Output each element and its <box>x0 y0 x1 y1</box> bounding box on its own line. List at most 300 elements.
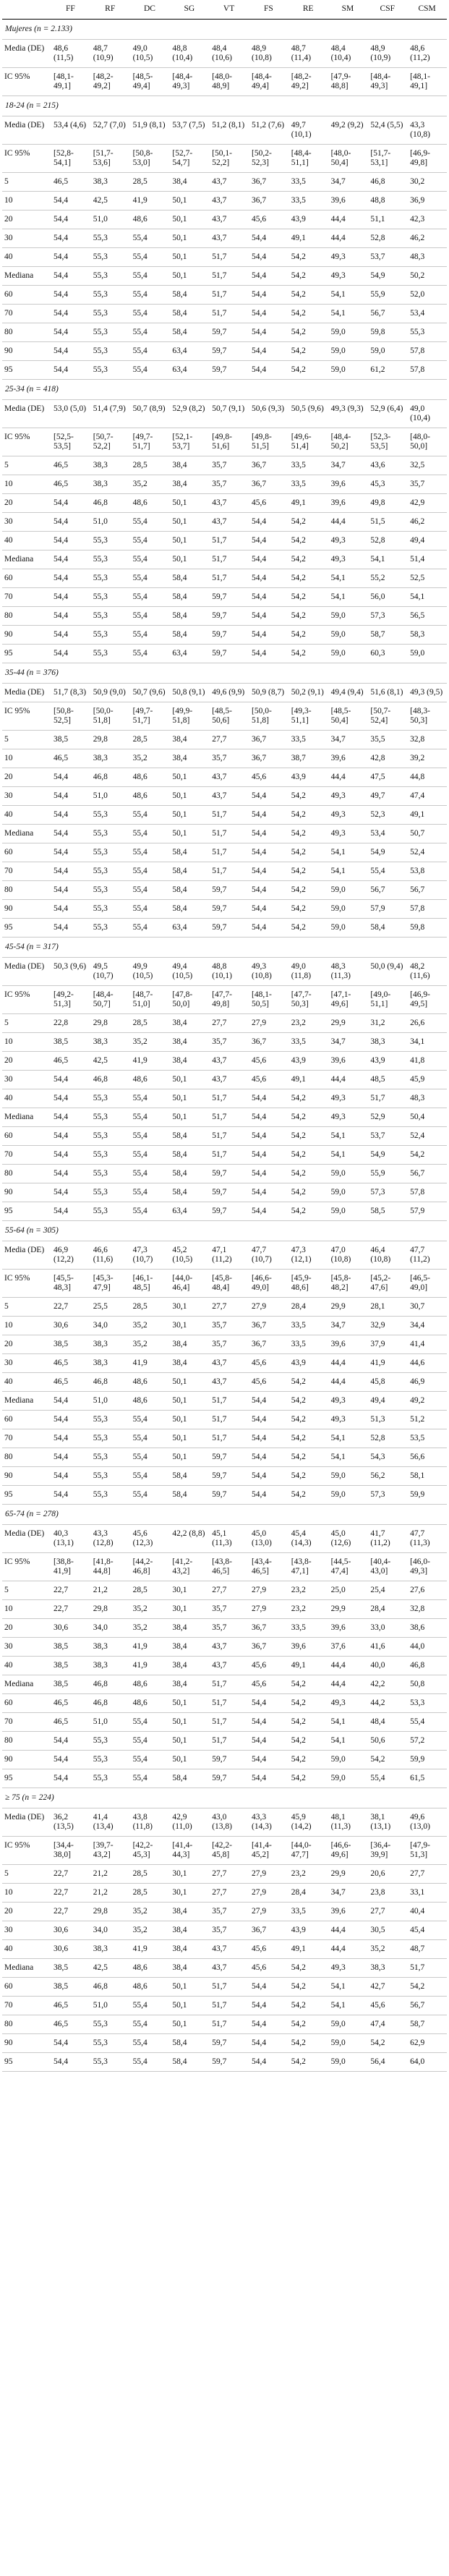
table-cell: 54,2 <box>288 1486 328 1505</box>
table-row <box>2 1033 447 1052</box>
table-cell: 52,3 <box>367 806 407 825</box>
table-cell: 27,9 <box>249 1884 288 1903</box>
table-cell: 54,4 <box>249 551 288 569</box>
table-cell: 33,5 <box>288 475 328 494</box>
table-cell: 43,7 <box>209 1959 249 1978</box>
table-cell: 54,2 <box>367 1751 407 1769</box>
table-cell: [45,8-48,2] <box>328 1270 368 1298</box>
table-cell: 43,9 <box>288 1921 328 1940</box>
table-cell: 59,7 <box>209 1165 249 1183</box>
table-row <box>2 1940 447 1959</box>
table-cell: 50,1 <box>169 248 209 267</box>
table-cell: 35,7 <box>209 1619 249 1638</box>
table-cell: 54,4 <box>249 626 288 645</box>
table-cell: [43,8-47,1] <box>288 1553 328 1581</box>
table-cell: 55,4 <box>407 1713 447 1732</box>
table-cell: 22,7 <box>51 1903 90 1921</box>
table-cell: 45,8 <box>367 1373 407 1392</box>
table-row <box>2 248 447 267</box>
table-cell: [52,1-53,7] <box>169 428 209 456</box>
table-cell: 54,4 <box>249 513 288 532</box>
table-cell: 28,4 <box>288 1884 328 1903</box>
table-cell: 46,2 <box>407 513 447 532</box>
table-cell: 49,4 <box>367 1392 407 1411</box>
table-cell: 29,9 <box>328 1600 368 1619</box>
table-cell: 49,3 <box>328 806 368 825</box>
table-cell: 54,4 <box>249 1751 288 1769</box>
table-cell: 51,7 <box>209 1089 249 1108</box>
table-cell: 55,9 <box>367 286 407 305</box>
table-cell: 38,3 <box>90 475 130 494</box>
row-label: 5 <box>2 731 51 749</box>
table-cell: 51,7 <box>209 825 249 843</box>
table-cell: 54,2 <box>288 1694 328 1713</box>
table-cell: [41,8-44,8] <box>90 1553 130 1581</box>
table-cell: 59,0 <box>328 881 368 900</box>
table-cell: 32,5 <box>407 456 447 475</box>
table-cell: 38,4 <box>169 1903 209 1921</box>
table-cell: 59,0 <box>328 1183 368 1202</box>
table-cell: 51,7 <box>209 1978 249 1997</box>
table-cell: 51,0 <box>90 211 130 229</box>
table-cell: 54,4 <box>51 229 90 248</box>
table-cell: 54,2 <box>288 1165 328 1183</box>
table-cell: 52,4 <box>407 843 447 862</box>
table-cell: 33,5 <box>288 173 328 192</box>
table-cell: 43,9 <box>288 211 328 229</box>
table-cell: 58,4 <box>169 569 209 588</box>
table-cell: [48,4-49,3] <box>169 68 209 96</box>
header-cell: FS <box>249 1 288 20</box>
table-row <box>2 1298 447 1317</box>
row-label: 40 <box>2 532 51 551</box>
table-cell: 45,1 (11,3) <box>209 1525 249 1553</box>
row-label: 10 <box>2 192 51 211</box>
table-cell: 36,7 <box>249 749 288 768</box>
table-cell: 38,3 <box>90 1940 130 1959</box>
table-cell: 62,9 <box>407 2034 447 2053</box>
table-cell: 54,4 <box>51 1108 90 1127</box>
table-cell: 55,4 <box>130 1108 170 1127</box>
table-cell: 54,1 <box>328 843 368 862</box>
table-cell: 55,3 <box>90 862 130 881</box>
table-cell: 45,6 <box>249 1959 288 1978</box>
table-cell: [48,4-49,4] <box>249 68 288 96</box>
table-cell: 51,7 <box>209 1713 249 1732</box>
table-cell: 36,7 <box>249 192 288 211</box>
table-cell: 54,4 <box>249 1411 288 1429</box>
table-cell: 39,6 <box>328 494 368 513</box>
row-label: IC 95% <box>2 1837 51 1865</box>
table-row <box>2 588 447 607</box>
table-cell: 49,1 <box>407 806 447 825</box>
table-cell: 44,2 <box>367 1694 407 1713</box>
table-cell: 54,4 <box>51 825 90 843</box>
table-cell: 38,3 <box>367 1033 407 1052</box>
table-cell: 51,6 (8,1) <box>367 684 407 702</box>
table-cell: 34,0 <box>90 1317 130 1335</box>
table-cell: [34,4-38,0] <box>51 1837 90 1865</box>
table-cell: 39,6 <box>328 749 368 768</box>
table-cell: 42,2 (8,8) <box>169 1525 209 1553</box>
table-cell: 45,6 <box>249 211 288 229</box>
table-cell: 44,4 <box>328 1071 368 1089</box>
row-label: Media (DE) <box>2 1808 51 1837</box>
table-row <box>2 428 447 456</box>
table-cell: 49,4 (9,4) <box>328 684 368 702</box>
row-label: 20 <box>2 768 51 787</box>
table-cell: 55,3 <box>90 626 130 645</box>
table-row <box>2 1373 447 1392</box>
table-cell: 54,2 <box>288 323 328 342</box>
table-cell: 46,2 <box>407 229 447 248</box>
table-cell: 51,7 <box>209 806 249 825</box>
row-label: 95 <box>2 645 51 663</box>
table-cell: 46,8 <box>90 1373 130 1392</box>
table-cell: 43,9 <box>288 1354 328 1373</box>
table-cell: 22,7 <box>51 1865 90 1884</box>
table-cell: 36,7 <box>249 731 288 749</box>
table-cell: 43,7 <box>209 211 249 229</box>
group-title: 65-74 (n = 278) <box>2 1505 447 1525</box>
row-label: 60 <box>2 843 51 862</box>
table-cell: 59,0 <box>328 361 368 380</box>
table-cell: 55,4 <box>130 2015 170 2034</box>
table-cell: 27,7 <box>209 1014 249 1033</box>
row-label: 95 <box>2 2053 51 2072</box>
table-cell: 44,6 <box>407 1354 447 1373</box>
table-row <box>2 1675 447 1694</box>
table-cell: 38,3 <box>90 1354 130 1373</box>
row-label: 60 <box>2 1127 51 1146</box>
table-cell: 52,8 <box>367 229 407 248</box>
table-cell: 55,3 <box>90 1429 130 1448</box>
table-cell: [49,9-51,8] <box>169 702 209 731</box>
table-cell: 54,4 <box>249 919 288 938</box>
table-cell: 59,7 <box>209 2034 249 2053</box>
row-label: 70 <box>2 1997 51 2015</box>
table-cell: 57,8 <box>407 342 447 361</box>
row-label: 90 <box>2 1751 51 1769</box>
table-row <box>2 456 447 475</box>
table-cell: 42,8 <box>367 749 407 768</box>
table-row <box>2 607 447 626</box>
table-cell: 58,4 <box>169 881 209 900</box>
table-cell: 55,4 <box>130 1183 170 1202</box>
table-cell: 64,0 <box>407 2053 447 2072</box>
table-cell: 48,6 <box>130 1392 170 1411</box>
table-cell: 54,4 <box>51 1751 90 1769</box>
table-cell: 58,5 <box>367 1202 407 1221</box>
table-cell: 46,5 <box>51 749 90 768</box>
table-cell: [50,7-52,4] <box>367 702 407 731</box>
row-label: Mediana <box>2 551 51 569</box>
table-cell: 46,9 (12,2) <box>51 1241 90 1270</box>
table-cell: 35,2 <box>130 1317 170 1335</box>
table-cell: 55,4 <box>367 1769 407 1788</box>
row-label: 5 <box>2 1014 51 1033</box>
table-cell: 48,8 (10,1) <box>209 958 249 986</box>
row-label: 60 <box>2 1978 51 1997</box>
table-cell: [49,8-51,6] <box>209 428 249 456</box>
table-cell: 50,1 <box>169 768 209 787</box>
table-cell: 49,2 <box>407 1392 447 1411</box>
row-label: 20 <box>2 1052 51 1071</box>
table-cell: 55,2 <box>367 569 407 588</box>
table-cell: 55,3 <box>90 2034 130 2053</box>
table-cell: 38,3 <box>90 1657 130 1675</box>
table-cell: 36,7 <box>249 173 288 192</box>
table-cell: 54,2 <box>288 919 328 938</box>
table-cell: 46,9 <box>407 1373 447 1392</box>
table-cell: 51,7 <box>209 862 249 881</box>
table-cell: 54,4 <box>51 569 90 588</box>
table-cell: 33,5 <box>288 1903 328 1921</box>
table-cell: 55,3 <box>90 919 130 938</box>
group-title-row <box>2 938 447 958</box>
table-cell: 50,7 <box>407 825 447 843</box>
table-cell: 49,3 <box>328 825 368 843</box>
table-cell: [49,7-51,7] <box>130 428 170 456</box>
table-cell: [39,7-43,2] <box>90 1837 130 1865</box>
table-cell: 50,1 <box>169 229 209 248</box>
table-row <box>2 323 447 342</box>
table-cell: [48,5-50,6] <box>209 702 249 731</box>
row-label: 80 <box>2 323 51 342</box>
table-cell: 28,5 <box>130 173 170 192</box>
table-cell: 44,4 <box>328 1921 368 1940</box>
table-cell: 43,7 <box>209 1638 249 1657</box>
row-label: Mediana <box>2 267 51 286</box>
row-label: 30 <box>2 513 51 532</box>
row-label: IC 95% <box>2 428 51 456</box>
table-cell: 55,4 <box>130 323 170 342</box>
table-cell: 59,7 <box>209 607 249 626</box>
table-cell: 54,2 <box>288 1732 328 1751</box>
table-cell: 51,7 (8,3) <box>51 684 90 702</box>
table-cell: 30,1 <box>169 1317 209 1335</box>
table-cell: 35,7 <box>209 1335 249 1354</box>
row-label: 5 <box>2 456 51 475</box>
table-cell: 50,6 (9,3) <box>249 400 288 428</box>
table-cell: 55,3 <box>90 286 130 305</box>
row-label: 60 <box>2 1694 51 1713</box>
table-cell: 50,1 <box>169 1448 209 1467</box>
table-cell: 32,8 <box>407 731 447 749</box>
table-cell: 63,4 <box>169 919 209 938</box>
table-cell: 38,5 <box>51 731 90 749</box>
table-cell: 32,9 <box>367 1317 407 1335</box>
table-cell: 43,0 (13,8) <box>209 1808 249 1837</box>
table-cell: 39,6 <box>288 1638 328 1657</box>
table-cell: 46,8 <box>90 768 130 787</box>
table-cell: [52,5-53,5] <box>51 428 90 456</box>
table-row <box>2 787 447 806</box>
table-cell: 59,0 <box>328 1165 368 1183</box>
row-label: Mediana <box>2 1959 51 1978</box>
table-cell: 49,3 (9,5) <box>407 684 447 702</box>
table-cell: 38,4 <box>169 731 209 749</box>
table-cell: 55,4 <box>130 1089 170 1108</box>
table-cell: 44,4 <box>328 513 368 532</box>
table-cell: 59,7 <box>209 588 249 607</box>
table-cell: 54,4 <box>51 787 90 806</box>
table-cell: 52,4 <box>407 1127 447 1146</box>
table-cell: 30,6 <box>51 1619 90 1638</box>
table-row <box>2 1317 447 1335</box>
table-row <box>2 551 447 569</box>
table-cell: 43,6 <box>367 456 407 475</box>
table-cell: 52,4 (5,5) <box>367 116 407 145</box>
table-cell: 35,2 <box>367 1940 407 1959</box>
table-cell: 43,7 <box>209 1052 249 1071</box>
table-cell: [45,5-48,3] <box>51 1270 90 1298</box>
table-cell: 28,4 <box>288 1298 328 1317</box>
table-row <box>2 1525 447 1553</box>
table-cell: 54,2 <box>407 1978 447 1997</box>
table-cell: [49,3-51,1] <box>288 702 328 731</box>
table-cell: 40,3 (13,1) <box>51 1525 90 1553</box>
table-cell: 55,3 <box>90 569 130 588</box>
table-cell: 54,2 <box>288 881 328 900</box>
table-cell: 50,0 (9,4) <box>367 958 407 986</box>
row-label: IC 95% <box>2 1270 51 1298</box>
table-cell: 33,5 <box>288 192 328 211</box>
table-cell: 52,9 (8,2) <box>169 400 209 428</box>
row-label: 10 <box>2 475 51 494</box>
table-cell: 54,2 <box>288 2053 328 2072</box>
table-cell: 32,8 <box>407 1600 447 1619</box>
table-cell: 54,4 <box>249 588 288 607</box>
table-cell: 54,2 <box>288 342 328 361</box>
table-cell: 41,4 <box>407 1335 447 1354</box>
table-cell: 51,7 <box>209 551 249 569</box>
table-cell: 54,4 <box>51 1448 90 1467</box>
table-cell: 52,9 <box>367 1108 407 1127</box>
table-cell: 54,4 <box>51 1411 90 1429</box>
table-cell: 55,3 <box>90 1486 130 1505</box>
table-cell: [44,2-46,8] <box>130 1553 170 1581</box>
table-cell: 54,4 <box>249 900 288 919</box>
table-cell: 36,7 <box>249 1033 288 1052</box>
header-row <box>2 1 447 20</box>
table-cell: 48,6 <box>130 1694 170 1713</box>
table-cell: 54,2 <box>288 825 328 843</box>
table-cell: 49,3 (9,3) <box>328 400 368 428</box>
table-cell: [50,8-52,5] <box>51 702 90 731</box>
table-cell: 47,7 (11,2) <box>407 1241 447 1270</box>
table-cell: 53,0 (5,0) <box>51 400 90 428</box>
table-cell: 26,6 <box>407 1014 447 1033</box>
table-cell: 56,6 <box>407 1448 447 1467</box>
table-cell: 54,4 <box>51 806 90 825</box>
table-cell: 54,1 <box>328 1127 368 1146</box>
table-cell: 38,4 <box>169 1014 209 1033</box>
row-label: 20 <box>2 1619 51 1638</box>
table-cell: 48,4 (10,6) <box>209 40 249 68</box>
table-row <box>2 1014 447 1033</box>
table-cell: [49,6-51,4] <box>288 428 328 456</box>
table-cell: 51,7 <box>209 1127 249 1146</box>
table-cell: 49,2 (9,2) <box>328 116 368 145</box>
table-cell: 37,6 <box>328 1638 368 1657</box>
table-cell: 54,1 <box>328 1448 368 1467</box>
table-row <box>2 40 447 68</box>
table-cell: 55,3 <box>90 248 130 267</box>
table-cell: [48,1-50,5] <box>249 986 288 1014</box>
table-cell: 54,2 <box>288 1089 328 1108</box>
table-cell: 54,4 <box>51 1071 90 1089</box>
table-row <box>2 881 447 900</box>
table-cell: 51,0 <box>90 1392 130 1411</box>
table-cell: 54,2 <box>288 2015 328 2034</box>
table-cell: 50,1 <box>169 1392 209 1411</box>
table-cell: 36,7 <box>249 1335 288 1354</box>
table-cell: 48,8 <box>367 192 407 211</box>
table-cell: 59,7 <box>209 1769 249 1788</box>
table-cell: 54,4 <box>51 267 90 286</box>
table-cell: 55,4 <box>130 825 170 843</box>
table-cell: 54,4 <box>249 323 288 342</box>
table-cell: 38,5 <box>51 1033 90 1052</box>
table-cell: 54,1 <box>328 862 368 881</box>
table-cell: 22,7 <box>51 1600 90 1619</box>
table-cell: 38,5 <box>51 1675 90 1694</box>
table-row <box>2 1638 447 1657</box>
table-cell: 54,9 <box>367 267 407 286</box>
table-cell: 53,8 <box>407 862 447 881</box>
row-label: IC 95% <box>2 68 51 96</box>
table-cell: 38,4 <box>169 1335 209 1354</box>
table-cell: [47,9-48,8] <box>328 68 368 96</box>
table-cell: 58,7 <box>407 2015 447 2034</box>
table-cell: [46,6-49,0] <box>249 1270 288 1298</box>
table-cell: 55,4 <box>130 588 170 607</box>
table-cell: 45,6 (12,3) <box>130 1525 170 1553</box>
table-cell: 39,6 <box>328 475 368 494</box>
table-row <box>2 1959 447 1978</box>
row-label: 40 <box>2 1940 51 1959</box>
table-cell: 46,5 <box>51 173 90 192</box>
table-cell: 55,4 <box>130 1429 170 1448</box>
table-cell: 49,6 (13,0) <box>407 1808 447 1837</box>
table-cell: 55,4 <box>130 513 170 532</box>
table-cell: 50,2 <box>407 267 447 286</box>
table-cell: 43,7 <box>209 1657 249 1675</box>
table-cell: 49,3 (10,8) <box>249 958 288 986</box>
table-cell: 54,4 <box>249 787 288 806</box>
table-cell: 50,1 <box>169 532 209 551</box>
table-cell: 47,1 (11,2) <box>209 1241 249 1270</box>
row-label: 40 <box>2 1373 51 1392</box>
table-cell: 54,1 <box>328 1429 368 1448</box>
table-row <box>2 1713 447 1732</box>
row-label: 10 <box>2 1317 51 1335</box>
row-label: 20 <box>2 1335 51 1354</box>
table-cell: 55,4 <box>130 1713 170 1732</box>
row-label: 30 <box>2 787 51 806</box>
table-cell: 31,2 <box>367 1014 407 1033</box>
group-title: ≥ 75 (n = 224) <box>2 1788 447 1808</box>
table-cell: 59,7 <box>209 1486 249 1505</box>
table-row <box>2 1052 447 1071</box>
table-cell: 35,2 <box>130 1335 170 1354</box>
table-cell: 54,4 <box>249 2034 288 2053</box>
table-cell: 54,4 <box>249 569 288 588</box>
table-cell: 23,2 <box>288 1014 328 1033</box>
header-cell: VT <box>209 1 249 20</box>
table-row <box>2 626 447 645</box>
